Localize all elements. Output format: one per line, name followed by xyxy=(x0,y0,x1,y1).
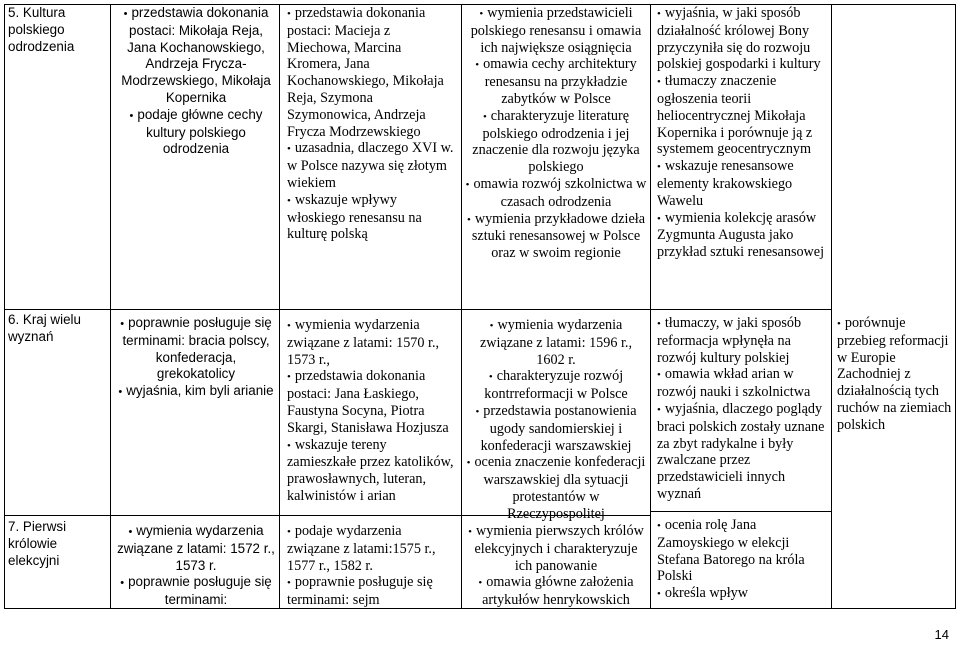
requirement-item: • omawia główne założenia artykułów henrykowskich xyxy=(465,574,647,609)
curriculum-table xyxy=(4,4,956,609)
column-divider xyxy=(650,5,651,608)
requirement-item: • ocenia znaczenie konfederacji warszawskiej dla sytuacji protestantów w Rzeczypospolitej xyxy=(465,454,647,522)
requirement-item: • poprawnie posługuje się terminami: xyxy=(117,574,275,609)
requirements-cell xyxy=(287,523,457,609)
requirement-item: • przedstawia dokonania postaci: Macieja z Miechowa, Marcina Kromera, Jana Kochanowskiego, Mikołaja Reja, Szymona Szymonowica, Andrzeja Frycza Modrzewskiego xyxy=(287,5,457,140)
row-divider xyxy=(650,511,831,512)
requirement-item: • wskazuje renesansowe elementy krakowskiego Wawelu xyxy=(657,158,829,209)
requirements-cell xyxy=(837,315,955,434)
requirements-cell xyxy=(117,5,275,158)
requirements-cell xyxy=(287,317,457,505)
requirements-cell xyxy=(465,317,647,523)
requirement-item: • wymienia wydarzenia związane z latami: 1570 r., 1573 r., xyxy=(287,317,457,368)
requirements-cell xyxy=(465,5,647,262)
requirements-cell xyxy=(465,523,647,609)
requirement-item: • wskazuje wpływy włoskiego renesansu na kulturę polską xyxy=(287,192,457,243)
requirement-item: • omawia rozwój szkolnictwa w czasach odrodzenia xyxy=(465,176,647,211)
requirement-item: • poprawnie posługuje się terminami: bracia polscy, konfederacja, grekokatolicy xyxy=(117,315,275,383)
requirements-cell xyxy=(117,523,275,609)
requirement-item: • przedstawia dokonania postaci: Jana Łaskiego, Faustyna Socyna, Piotra Skargi, Stanisława Hozjusza xyxy=(287,368,457,436)
requirements-cell xyxy=(657,517,829,603)
requirement-item: • omawia cechy architektury renesansu na przykładzie zabytków w Polsce xyxy=(465,56,647,107)
topic-5: 5. Kultura polskiego odrodzenia xyxy=(8,5,75,54)
requirement-item: • uzasadnia, dlaczego XVI w. w Polsce nazywa się złotym wiekiem xyxy=(287,140,457,191)
requirement-item: • omawia wkład arian w rozwój nauki i szkolnictwa xyxy=(657,366,829,401)
requirement-item: • wymienia przykładowe dzieła sztuki renesansowej w Polsce oraz w swoim regionie xyxy=(465,211,647,262)
requirement-item: • poprawnie posługuje się terminami: sejm xyxy=(287,574,457,609)
page-number: 14 xyxy=(934,627,949,642)
requirements-cell xyxy=(287,5,457,243)
requirements-cell xyxy=(657,5,829,261)
requirement-item: • podaje wydarzenia związane z latami:1575 r., 1577 r., 1582 r. xyxy=(287,523,457,574)
requirement-item: • przedstawia postanowienia ugody sandomierskiej i konfederacji warszawskiej xyxy=(465,403,647,454)
column-divider xyxy=(831,5,832,608)
column-divider xyxy=(279,5,280,608)
requirement-item: • ocenia rolę Jana Zamoyskiego w elekcji Stefana Batorego na króla Polski xyxy=(657,517,829,585)
requirement-item: • wymienia pierwszych królów elekcyjnych i charakteryzuje ich panowanie xyxy=(465,523,647,574)
requirement-item: • wskazuje tereny zamieszkałe przez katolików, prawosławnych, luteran, kalwinistów i arian xyxy=(287,437,457,505)
requirement-item: • tłumaczy, w jaki sposób reformacja wpłynęła na rozwój kultury polskiej xyxy=(657,315,829,366)
row-divider xyxy=(5,309,831,310)
requirement-item: • porównuje przebieg reformacji w Europie Zachodniej z działalnością tych ruchów na ziemiach polskich xyxy=(837,315,955,434)
requirement-item: • wymienia wydarzenia związane z latami: 1596 r., 1602 r. xyxy=(465,317,647,368)
requirement-item: • wymienia wydarzenia związane z latami: 1572 r., 1573 r. xyxy=(117,523,275,574)
requirement-item: • wyjaśnia, w jaki sposób działalność królowej Bony przyczyniła się do rozwoju polskiej gospodarki i kultury xyxy=(657,5,829,73)
requirement-item: • wyjaśnia, kim byli arianie xyxy=(117,383,275,401)
requirements-cell xyxy=(117,315,275,401)
requirement-item: • charakteryzuje rozwój kontrreformacji w Polsce xyxy=(465,368,647,403)
topic-6: 6. Kraj wielu wyznań xyxy=(8,312,81,344)
requirements-cell xyxy=(657,315,829,503)
requirement-item: • określa wpływ xyxy=(657,585,829,603)
requirement-item: • wymienia kolekcję arasów Zygmunta Augusta jako przykład sztuki renesansowej xyxy=(657,210,829,261)
requirement-item: • wyjaśnia, dlaczego poglądy braci polskich zostały uznane za zbyt radykalne i były zwalczane przez przedstawicieli innych wyznań xyxy=(657,401,829,503)
topic-7: 7. Pierwsi królowie elekcyjni xyxy=(8,519,67,568)
requirement-item: • podaje główne cechy kultury polskiego odrodzenia xyxy=(117,107,275,158)
column-divider xyxy=(461,5,462,608)
column-divider xyxy=(110,5,111,608)
requirement-item: • wymienia przedstawicieli polskiego renesansu i omawia ich największe osiągnięcia xyxy=(465,5,647,56)
requirement-item: • przedstawia dokonania postaci: Mikołaja Reja, Jana Kochanowskiego, Andrzeja Frycza-Modrzewskiego, Mikołaja Kopernika xyxy=(117,5,275,107)
requirement-item: • charakteryzuje literaturę polskiego odrodzenia i jej znaczenie dla rozwoju języka polskiego xyxy=(465,108,647,176)
requirement-item: • tłumaczy znaczenie ogłoszenia teorii heliocentrycznej Mikołaja Kopernika i porównuje ją z systemem geocentrycznym xyxy=(657,73,829,158)
